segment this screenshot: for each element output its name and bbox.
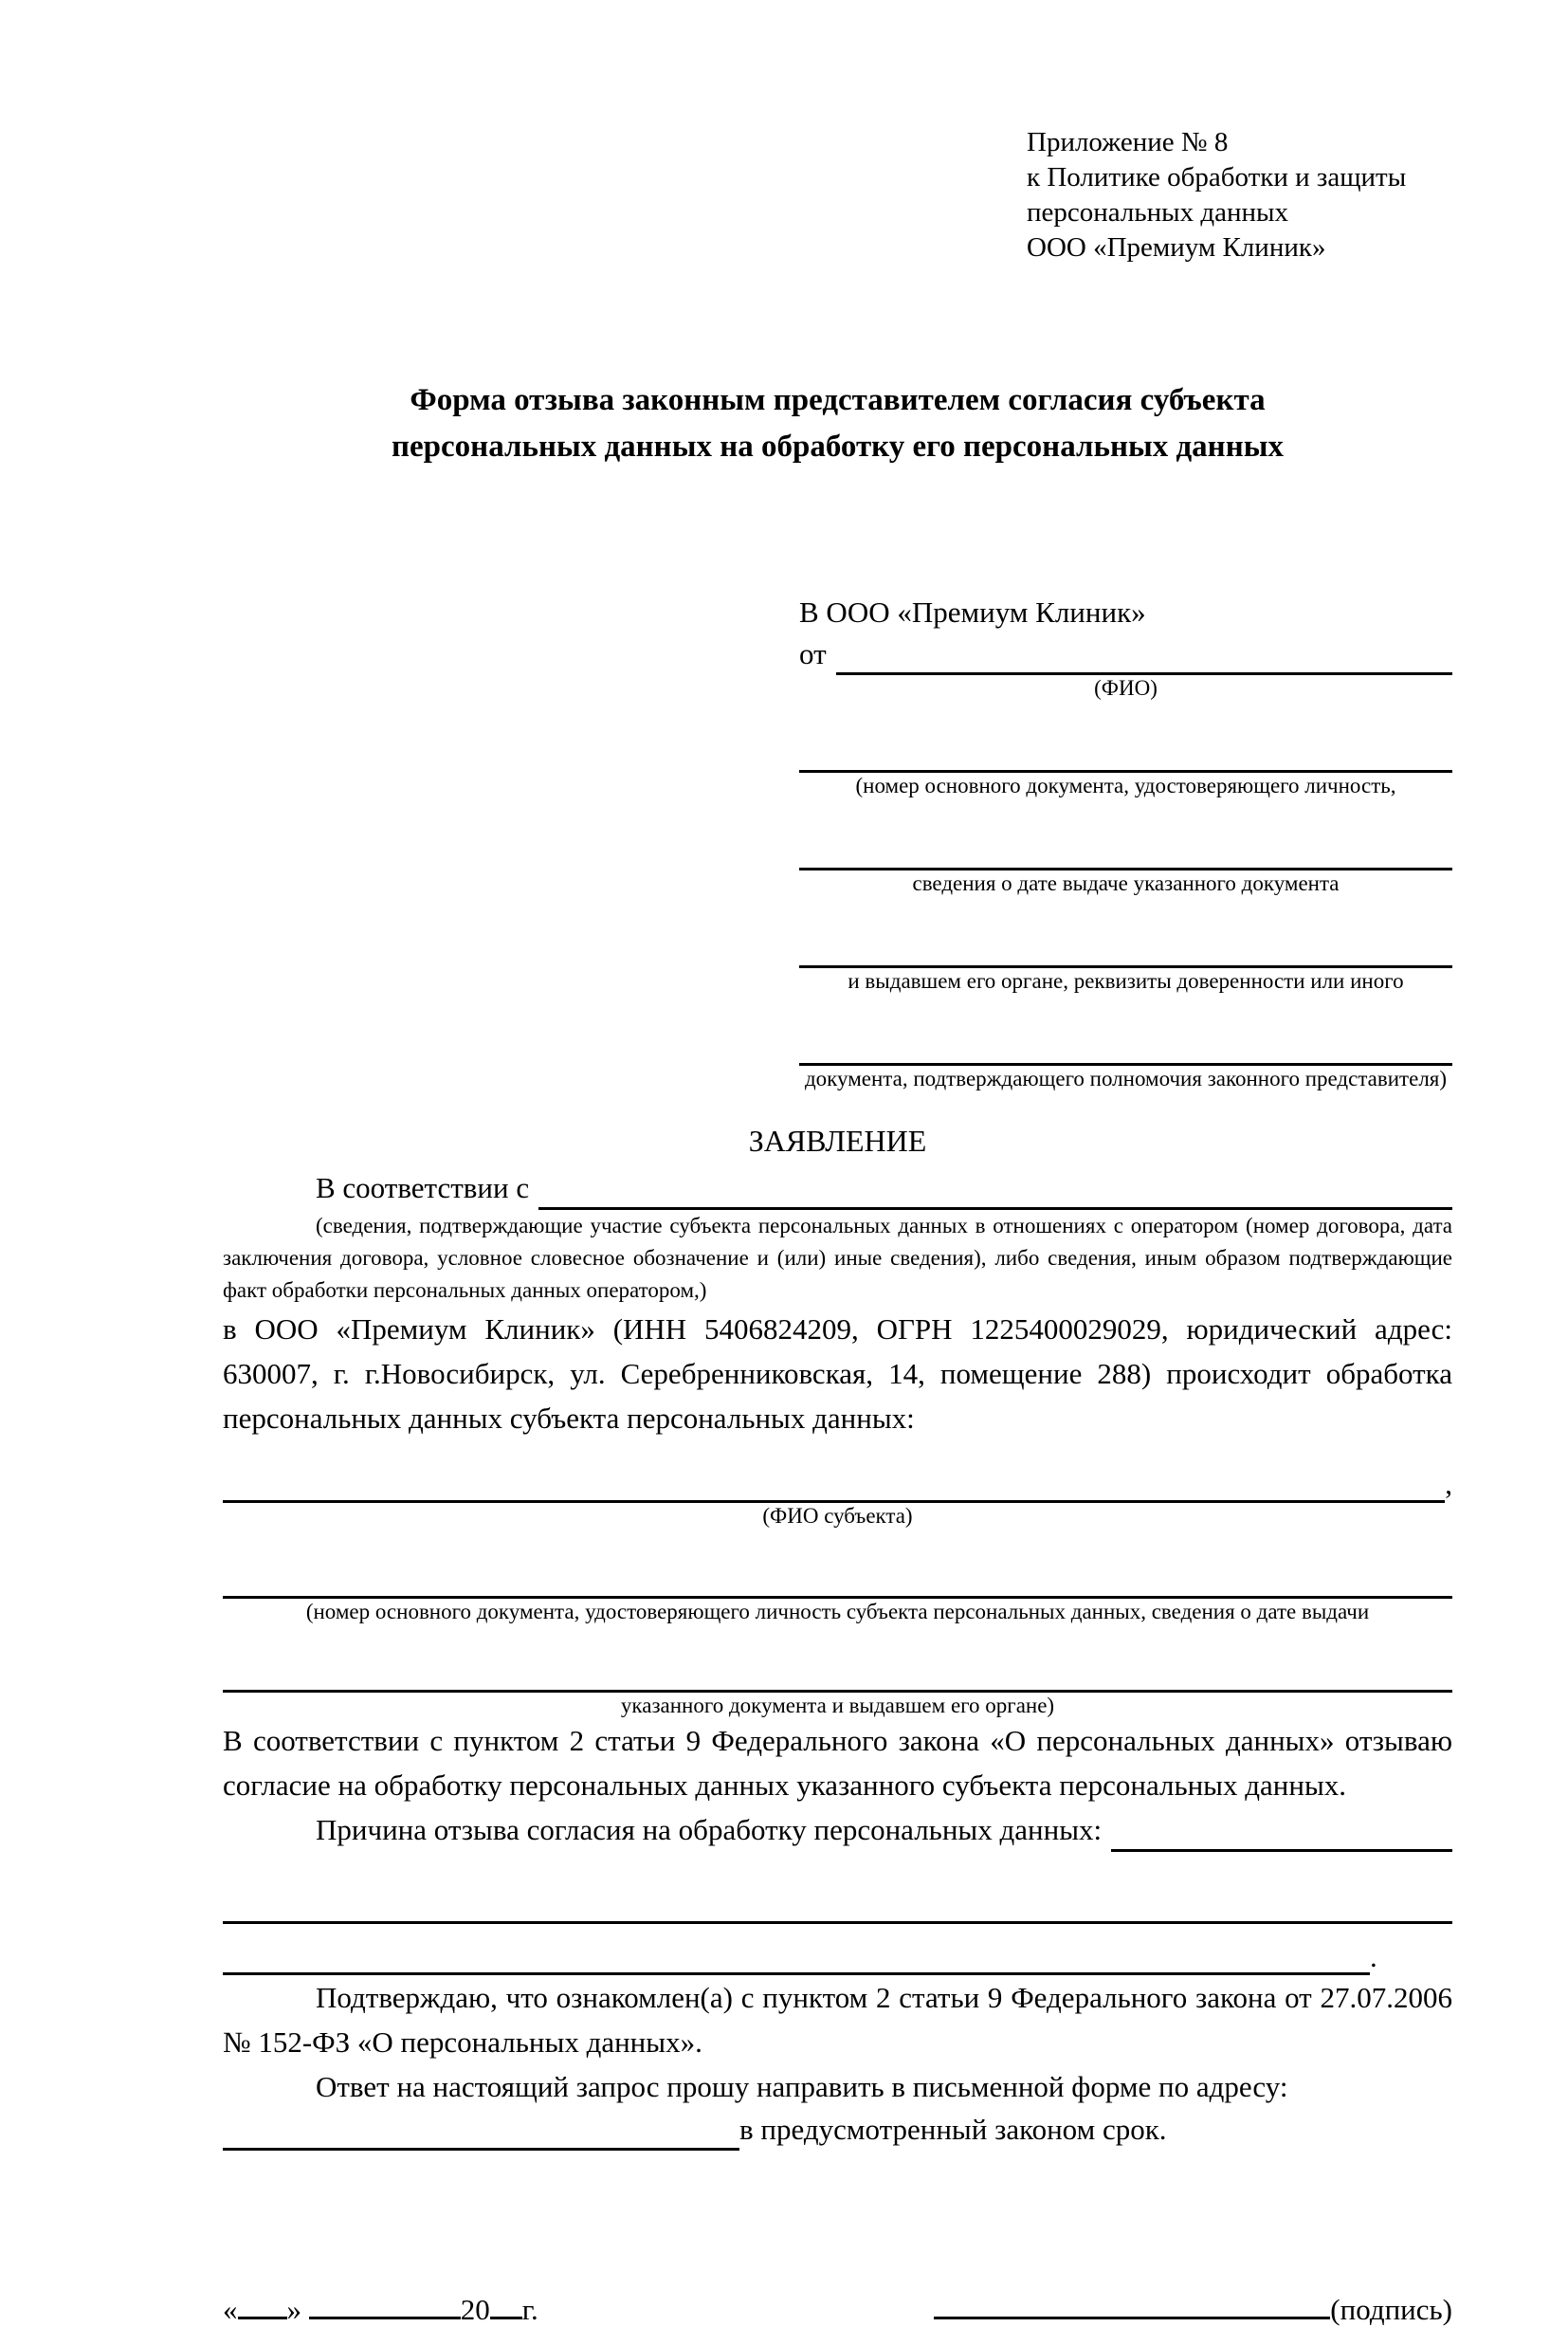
reply-tail: в предусмотренный законом срок.: [739, 2113, 1167, 2146]
subject-doc-caption: указанного документа и выдавшем его органе): [620, 1694, 1055, 1717]
reason-continuation-line: [223, 1947, 1370, 1975]
reason-label: Причина отзыва согласия на обработку персональных данных:: [316, 1813, 1103, 1846]
doc-caption: сведения о дате выдаче указанного документа: [912, 871, 1340, 895]
reason-row: [223, 1807, 1452, 1852]
document-title-line: Форма отзыва законным представителем согласия субъекта: [410, 383, 1266, 417]
signature-field: [934, 2291, 1452, 2327]
reply-paragraph: Ответ на настоящий запрос прошу направить в письменной форме по адресу:: [316, 2070, 1288, 2103]
subject-doc-blank-line: [223, 1660, 1452, 1693]
date-year-blank: [490, 2291, 522, 2319]
date-open-quote: «: [223, 2293, 238, 2326]
doc-line-pair: [799, 838, 1452, 896]
doc-blank-line: [799, 838, 1452, 870]
appendix-header-line: Приложение № 8: [1027, 127, 1229, 157]
addressee-from-row: [799, 633, 1452, 675]
signature-blank-line: [934, 2291, 1330, 2319]
intro-note: (сведения, подтверждающие участие субъекта персональных данных в отношениях с оператором (номер договора, дата заключения договора, условное словесное обозначение и (или) иные сведения), либо сведения, иным образом подтверждающие факт обработки персональных данных оператором,): [223, 1214, 1452, 1302]
fio-caption: (ФИО): [1094, 676, 1158, 700]
date-year-suffix: г.: [521, 2293, 538, 2326]
reason-continuation-row: [223, 1939, 1452, 1975]
appendix-header: [1027, 125, 1452, 266]
operator-paragraph: в ООО «Премиум Клиник» (ИНН 5406824209, ОГРН 1225400029029, юридический адрес: 630007, г. г.Новосибирск, ул. Серебренниковская, 14, помещение 288) происходит обработка персональных данных субъекта персональных данных:: [223, 1312, 1452, 1435]
doc-caption: (номер основного документа, удостоверяющего личность,: [855, 774, 1396, 797]
doc-blank-line: [799, 1034, 1452, 1066]
trailing-comma: ,: [1445, 1467, 1452, 1500]
signature-caption: (подпись): [1330, 2293, 1452, 2326]
fio-blank-line: [836, 643, 1452, 675]
addressee-to: В ООО «Премиум Клиник»: [799, 595, 1146, 629]
doc-blank-line: [799, 936, 1452, 968]
trailing-period: .: [1370, 1940, 1377, 1973]
addressee-block: [799, 592, 1452, 1091]
subject-fio-blank-line: [223, 1471, 1445, 1503]
reason-blank-line: [1111, 1820, 1452, 1852]
doc-caption: и выдавшем его органе, реквизиты доверенности или иного: [848, 969, 1404, 993]
doc-blank-line: [799, 741, 1452, 773]
intro-blank-line: [538, 1178, 1452, 1210]
reply-address-row: [223, 2109, 1452, 2151]
doc-caption: документа, подтверждающего полномочия законного представителя): [804, 1067, 1448, 1090]
subject-fio-caption: (ФИО субъекта): [762, 1504, 913, 1528]
reply-address-blank-line: [223, 2122, 739, 2151]
intro-row: [223, 1165, 1452, 1210]
document-title-line: персональных данных на обработку его персональных данных: [392, 430, 1284, 464]
appendix-header-line: персональных данных: [1027, 197, 1289, 228]
date-year-prefix: 20: [460, 2293, 490, 2326]
date-close-quote: »: [286, 2293, 301, 2326]
subject-doc-caption: (номер основного документа, удостоверяющего личность субъекта персональных данных, сведения о дате выдачи: [305, 1600, 1370, 1623]
doc-line-pair: [799, 1034, 1452, 1091]
subject-fio-row: [223, 1465, 1452, 1503]
date-day-blank: [238, 2291, 287, 2319]
statement-heading: ЗАЯВЛЕНИЕ: [748, 1124, 927, 1158]
document-title: [223, 377, 1452, 470]
withdraw-paragraph: В соответствии с пунктом 2 статьи 9 Федерального закона «О персональных данных» отзываю согласие на обработку персональных данных указанного субъекта персональных данных.: [223, 1724, 1452, 1802]
reason-continuation-line: [223, 1892, 1452, 1924]
footer-row: [223, 2291, 1452, 2327]
from-label: от: [799, 637, 827, 670]
confirm-paragraph: Подтверждаю, что ознакомлен(а) с пунктом 2 статьи 9 Федерального закона от 27.07.2006 № 152-ФЗ «О персональных данных».: [223, 1981, 1452, 2059]
date-month-blank: [309, 2291, 461, 2319]
subject-doc-blank-line: [223, 1567, 1452, 1599]
appendix-header-line: ООО «Премиум Клиник»: [1027, 232, 1326, 263]
intro-label: В соответствии с: [316, 1171, 530, 1204]
doc-line-pair: [799, 936, 1452, 994]
date-field: [223, 2291, 538, 2327]
appendix-header-line: к Политике обработки и защиты: [1027, 162, 1407, 192]
doc-line-pair: [799, 741, 1452, 798]
